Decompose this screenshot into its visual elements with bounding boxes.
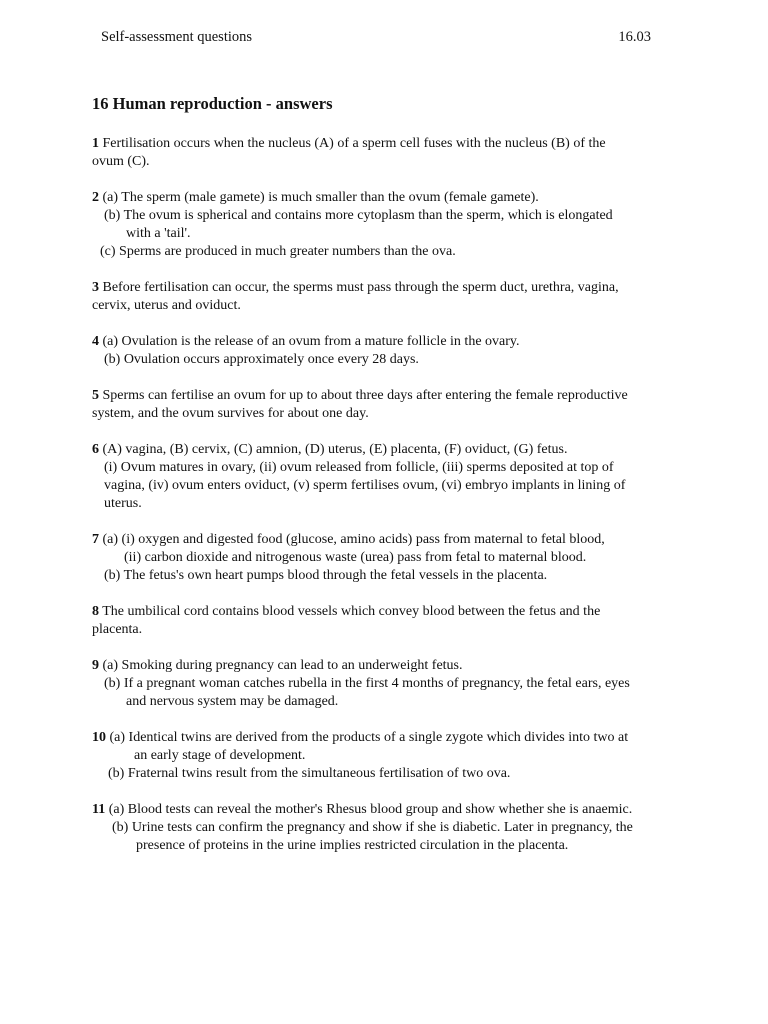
answer-number: 2 bbox=[92, 190, 99, 205]
answer-line: (b) Ovulation occurs approximately once every 28 days. bbox=[104, 352, 419, 367]
answer-10 bbox=[92, 729, 702, 783]
answer-2 bbox=[92, 189, 702, 261]
page-header bbox=[101, 29, 653, 49]
answer-text: (a) Smoking during pregnancy can lead to an underweight fetus. bbox=[99, 658, 463, 673]
answer-line bbox=[92, 657, 702, 675]
answer-line: an early stage of development. bbox=[134, 748, 306, 763]
answer-line: system, and the ovum survives for about one day. bbox=[92, 406, 369, 421]
answer-line bbox=[92, 279, 702, 297]
answer-text: (a) Ovulation is the release of an ovum from a mature follicle in the ovary. bbox=[99, 334, 520, 349]
answer-5 bbox=[92, 387, 702, 423]
answer-line: (b) If a pregnant woman catches rubella in the first 4 months of pregnancy, the fetal ears, eyes bbox=[104, 676, 630, 691]
answer-text: The umbilical cord contains blood vessels which convey blood between the fetus and the bbox=[99, 604, 601, 619]
answer-line bbox=[92, 135, 702, 153]
answer-text: (A) vagina, (B) cervix, (C) amnion, (D) uterus, (E) placenta, (F) oviduct, (G) fetus. bbox=[99, 442, 568, 457]
answer-line: (i) Ovum matures in ovary, (ii) ovum released from follicle, (iii) sperms deposited at top of bbox=[104, 460, 614, 475]
answer-line bbox=[92, 387, 702, 405]
answer-number: 1 bbox=[92, 136, 99, 151]
answer-number: 9 bbox=[92, 658, 99, 673]
answer-line: uterus. bbox=[104, 496, 142, 511]
answer-9 bbox=[92, 657, 702, 711]
answers-list bbox=[92, 135, 702, 873]
answer-1 bbox=[92, 135, 702, 171]
answer-line: vagina, (iv) ovum enters oviduct, (v) sperm fertilises ovum, (vi) embryo implants in lining of bbox=[104, 478, 626, 493]
answer-line bbox=[92, 333, 702, 351]
answer-line bbox=[92, 189, 702, 207]
answer-text: (a) (i) oxygen and digested food (glucose, amino acids) pass from maternal to fetal blood, bbox=[99, 532, 605, 547]
answer-line: with a 'tail'. bbox=[126, 226, 191, 241]
answer-text: (a) The sperm (male gamete) is much smaller than the ovum (female gamete). bbox=[99, 190, 539, 205]
answer-line: presence of proteins in the urine implies restricted circulation in the placenta. bbox=[136, 838, 569, 853]
answer-line bbox=[92, 729, 702, 747]
answer-4 bbox=[92, 333, 702, 369]
answer-number: 7 bbox=[92, 532, 99, 547]
answer-8 bbox=[92, 603, 702, 639]
answer-number: 10 bbox=[92, 730, 106, 745]
answer-number: 3 bbox=[92, 280, 99, 295]
answer-text: Fertilisation occurs when the nucleus (A) of a sperm cell fuses with the nucleus (B) of the bbox=[99, 136, 606, 151]
answer-line bbox=[92, 531, 702, 549]
answer-line: and nervous system may be damaged. bbox=[126, 694, 339, 709]
answer-6 bbox=[92, 441, 702, 513]
answer-number: 11 bbox=[92, 802, 106, 817]
answer-line: ovum (C). bbox=[92, 154, 150, 169]
answer-7 bbox=[92, 531, 702, 585]
answer-line: placenta. bbox=[92, 622, 143, 637]
answer-text: Before fertilisation can occur, the sperms must pass through the sperm duct, urethra, vagina, bbox=[99, 280, 619, 295]
answer-line: (b) The fetus's own heart pumps blood through the fetal vessels in the placenta. bbox=[104, 568, 548, 583]
header-page-number: 16.03 bbox=[618, 29, 651, 45]
answer-11 bbox=[92, 801, 702, 855]
answer-number: 8 bbox=[92, 604, 99, 619]
answer-line bbox=[92, 801, 702, 819]
answer-line: (b) The ovum is spherical and contains more cytoplasm than the sperm, which is elongated bbox=[104, 208, 613, 223]
answer-number: 6 bbox=[92, 442, 99, 457]
answer-number: 4 bbox=[92, 334, 99, 349]
answer-line: (b) Urine tests can confirm the pregnancy and show if she is diabetic. Later in pregnancy, the bbox=[112, 820, 633, 835]
answer-line: (c) Sperms are produced in much greater numbers than the ova. bbox=[100, 244, 456, 259]
answer-line bbox=[92, 603, 702, 621]
answer-line: cervix, uterus and oviduct. bbox=[92, 298, 241, 313]
answer-text: (a) Identical twins are derived from the products of a single zygote which divides into two at bbox=[106, 730, 629, 745]
answer-line bbox=[92, 441, 702, 459]
header-section-title: Self-assessment questions bbox=[101, 29, 253, 45]
answer-text: (a) Blood tests can reveal the mother's Rhesus blood group and show whether she is anaemic. bbox=[105, 802, 633, 817]
page-title: 16 Human reproduction - answers bbox=[92, 94, 333, 113]
answer-text: Sperms can fertilise an ovum for up to about three days after entering the female reproductive bbox=[99, 388, 628, 403]
answer-line: (b) Fraternal twins result from the simultaneous fertilisation of two ova. bbox=[108, 766, 511, 781]
answer-number: 5 bbox=[92, 388, 99, 403]
answer-3 bbox=[92, 279, 702, 315]
answer-line: (ii) carbon dioxide and nitrogenous waste (urea) pass from fetal to maternal blood. bbox=[124, 550, 587, 565]
